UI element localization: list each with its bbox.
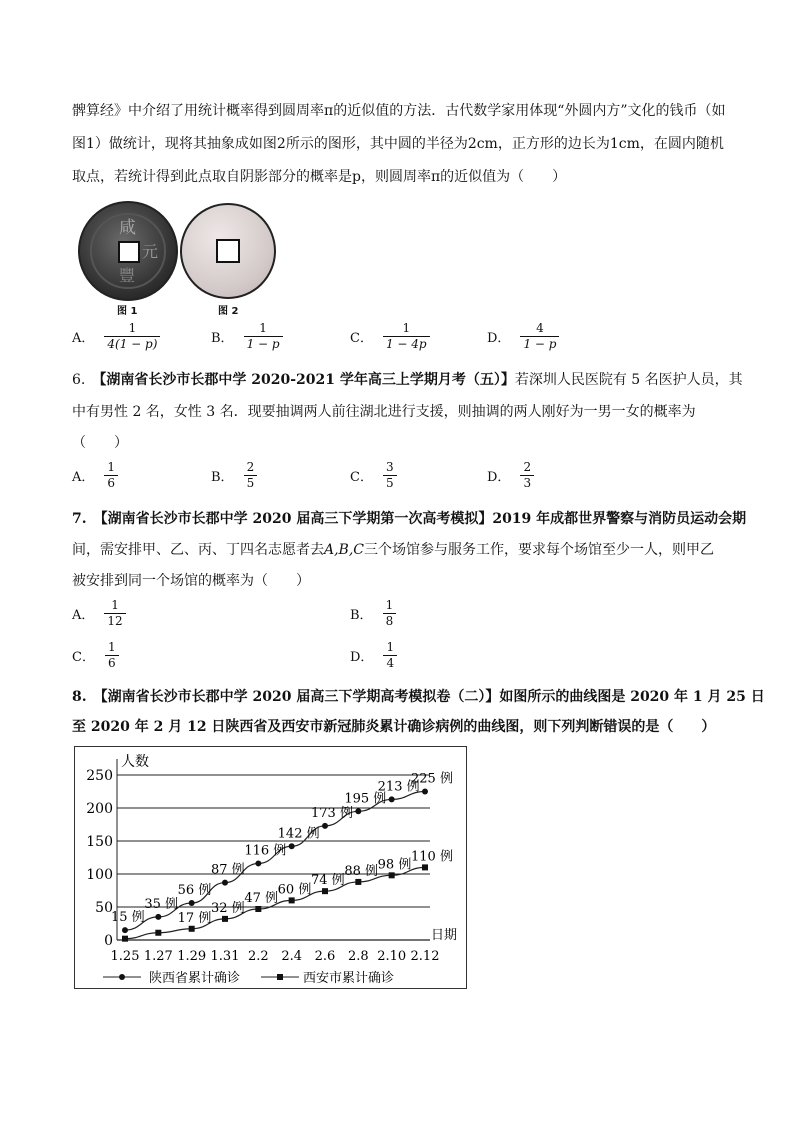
- data-label: 15 例: [111, 910, 145, 926]
- data-label: 88 例: [344, 863, 379, 879]
- y-tick-label: 0: [104, 933, 113, 949]
- denominator: 12: [104, 613, 125, 629]
- numerator: 2: [246, 460, 255, 474]
- x-tick-label: 1.29: [177, 949, 207, 964]
- numerator: 4: [536, 321, 544, 335]
- question-source: 【湖南省长沙市长郡中学 2020-2021 学年高三上学期月考（五）】: [99, 372, 515, 388]
- coin-diagram: [180, 203, 276, 299]
- option-label: B．: [350, 608, 373, 623]
- option-label: B．: [211, 470, 234, 485]
- question-text: 三个场馆参与服务工作，要求每个场馆至少一人，则甲乙: [364, 542, 715, 558]
- question-text: 若深圳人民医院有 5 名医护人员，其: [514, 372, 743, 388]
- legend-marker-shaanxi: [119, 974, 125, 980]
- option-label: A．: [72, 470, 95, 485]
- data-label: 47 例: [244, 890, 279, 906]
- point-xian: [355, 879, 361, 885]
- q7-text-line-3: 被安排到同一个场馆的概率为（ ）: [72, 573, 310, 589]
- q5-text-line-3: 取点，若统计得到此点取自阴影部分的概率是p，则圆周率π的近似值为（ ）: [72, 169, 567, 185]
- numerator: 3: [385, 460, 394, 474]
- venue-letters: A,B,C: [324, 542, 365, 558]
- x-tick-label: 2.8: [347, 949, 369, 964]
- q6-text-line-3: （ ）: [72, 435, 128, 451]
- x-tick-label: 2.4: [281, 949, 303, 964]
- data-label: 195 例: [344, 791, 387, 807]
- point-xian: [189, 926, 195, 932]
- fraction: [383, 460, 397, 491]
- q6-option-b[interactable]: [211, 460, 257, 491]
- q7-option-d[interactable]: [350, 640, 397, 671]
- numerator: 1: [107, 640, 116, 654]
- point-shaanxi: [155, 914, 161, 920]
- diagram-square-hole: [216, 239, 240, 263]
- coin-photo: [78, 201, 178, 301]
- denominator: 1 − p: [244, 336, 283, 352]
- point-shaanxi: [355, 808, 361, 814]
- y-tick-label: 200: [86, 801, 113, 817]
- denominator: 5: [383, 475, 397, 491]
- point-shaanxi: [122, 927, 128, 933]
- chart-svg: [75, 747, 466, 988]
- data-label: 173 例: [311, 805, 353, 821]
- point-xian: [255, 906, 261, 912]
- x-tick-label: 2.12: [410, 949, 440, 964]
- x-tick-label: 1.25: [110, 949, 140, 964]
- data-label: 60 例: [277, 882, 312, 898]
- denominator: 6: [105, 655, 119, 671]
- data-label: 87 例: [211, 862, 245, 878]
- q6-option-d[interactable]: [487, 460, 534, 491]
- x-tick-label: 2.10: [377, 949, 407, 964]
- q5-option-b[interactable]: [211, 321, 283, 352]
- x-tick-label: 1.31: [210, 949, 240, 964]
- coin-char-top: 咸: [119, 218, 136, 238]
- denominator: 1 − p: [520, 336, 559, 352]
- q5-text-line-2: 图1）做统计，现将其抽象成如图2所示的图形，其中圆的半径为2cm，正方形的边长为1cm，在圆内随机: [72, 136, 724, 152]
- q7-text-line-2: [72, 539, 714, 559]
- question-number: 6.: [72, 372, 86, 388]
- fraction: [244, 321, 283, 352]
- q6-option-a[interactable]: [72, 460, 118, 491]
- q7-text-line-1: 7. 【湖南省长沙市长郡中学 2020 届高三下学期第一次高考模拟】2019 年成都世界警察与消防员运动会期: [72, 511, 747, 527]
- numerator: 1: [386, 640, 395, 654]
- denominator: 4: [383, 655, 397, 671]
- point-xian: [122, 936, 128, 942]
- option-label: C．: [350, 331, 373, 346]
- y-axis-label: 人数: [121, 754, 149, 770]
- data-label: 56 例: [177, 883, 212, 899]
- fraction: [383, 598, 397, 629]
- numerator: 2: [523, 460, 532, 474]
- cases-line-chart: [74, 746, 467, 989]
- data-label: 213 例: [377, 779, 420, 795]
- point-xian: [289, 897, 295, 903]
- option-label: C．: [72, 650, 95, 665]
- option-label: D．: [487, 470, 511, 485]
- denominator: 3: [520, 475, 534, 491]
- q7-option-a[interactable]: [72, 598, 126, 629]
- q8-text-line-1: 8. 【湖南省长沙市长郡中学 2020 届高三下学期高考模拟卷（二）】如图所示的曲线图是 2020 年 1 月 25 日: [72, 689, 765, 705]
- q7-option-b[interactable]: [350, 598, 396, 629]
- fraction: [105, 640, 119, 671]
- point-shaanxi: [422, 789, 428, 795]
- x-axis-label: 日期: [431, 928, 458, 943]
- fraction: [104, 598, 125, 629]
- numerator: 1: [128, 321, 137, 335]
- fraction: [244, 460, 258, 491]
- denominator: 5: [244, 475, 258, 491]
- q5-option-a[interactable]: [72, 321, 160, 352]
- point-xian: [422, 864, 428, 870]
- option-label: C．: [350, 470, 373, 485]
- denominator: 6: [104, 475, 118, 491]
- denominator: 4(1 − p): [104, 336, 160, 352]
- point-xian: [155, 930, 161, 936]
- legend-marker-xian: [277, 974, 283, 980]
- y-tick-label: 150: [86, 834, 113, 850]
- fraction: [383, 640, 397, 671]
- coin-char-bottom: 豐: [119, 266, 136, 285]
- point-shaanxi: [389, 796, 395, 802]
- data-label: 74 例: [311, 873, 345, 889]
- point-xian: [322, 888, 328, 894]
- numerator: 1: [259, 321, 267, 335]
- data-label: 17 例: [177, 910, 212, 926]
- option-label: B．: [211, 331, 234, 346]
- fraction: [520, 321, 559, 352]
- numerator: 1: [385, 598, 394, 612]
- q5-option-d[interactable]: [487, 321, 559, 352]
- figure-2-caption: 图 2: [218, 306, 239, 317]
- numerator: 1: [402, 321, 411, 335]
- coin-char-right: 元: [142, 242, 159, 261]
- option-label: A．: [72, 331, 95, 346]
- q6-text-line-2: 中有男性 2 名，女性 3 名．现要抽调两人前往湖北进行支援，则抽调的两人刚好为一男一女的概率为: [72, 404, 696, 420]
- option-label: D．: [487, 331, 511, 346]
- q6-option-c[interactable]: [350, 460, 397, 491]
- data-label: 110 例: [411, 849, 453, 865]
- y-tick-label: 100: [86, 867, 113, 883]
- coin-square-hole: [118, 241, 140, 263]
- denominator: 1 − 4p: [383, 336, 430, 352]
- y-tick-label: 50: [95, 900, 113, 916]
- x-tick-label: 1.27: [143, 949, 173, 964]
- data-label: 142 例: [277, 826, 320, 842]
- point-shaanxi: [222, 880, 228, 886]
- data-label: 35 例: [144, 896, 179, 912]
- data-label: 98 例: [377, 857, 412, 873]
- numerator: 1: [111, 598, 119, 612]
- x-tick-label: 2.2: [247, 949, 269, 964]
- legend-label-xian: 西安市累计确诊: [303, 971, 395, 986]
- legend-label-shaanxi: 陕西省累计确诊: [149, 971, 241, 986]
- denominator: 8: [383, 613, 397, 629]
- option-label: A．: [72, 608, 95, 623]
- point-shaanxi: [255, 860, 261, 866]
- option-label: D．: [350, 650, 374, 665]
- point-xian: [389, 872, 395, 878]
- question-text: 间，需安排甲、乙、丙、丁四名志愿者去: [72, 542, 324, 558]
- fraction: [104, 321, 160, 352]
- figure-1-caption: 图 1: [117, 306, 138, 317]
- point-shaanxi: [189, 900, 195, 906]
- q8-text-line-2: 至 2020 年 2 月 12 日陕西省及西安市新冠肺炎累计确诊病例的曲线图，则下列判断错误的是（ ）: [72, 719, 716, 735]
- q7-option-c[interactable]: [72, 640, 119, 671]
- fraction: [383, 321, 430, 352]
- q5-option-c[interactable]: [350, 321, 430, 352]
- data-label: 116 例: [244, 843, 287, 859]
- y-tick-label: 250: [86, 768, 113, 784]
- data-label: 32 例: [211, 900, 245, 916]
- data-label: 225 例: [411, 771, 453, 787]
- numerator: 1: [107, 460, 116, 474]
- x-tick-label: 2.6: [314, 949, 336, 964]
- point-shaanxi: [322, 823, 328, 829]
- fraction: [520, 460, 534, 491]
- fraction: [104, 460, 118, 491]
- point-xian: [222, 916, 228, 922]
- q5-text-line-1: 髀算经》中介绍了用统计概率得到圆周率π的近似值的方法．古代数学家用体现“外圆内方”文化的钱币（如: [72, 103, 726, 119]
- q6-text-line-1: [72, 369, 743, 389]
- point-shaanxi: [289, 843, 295, 849]
